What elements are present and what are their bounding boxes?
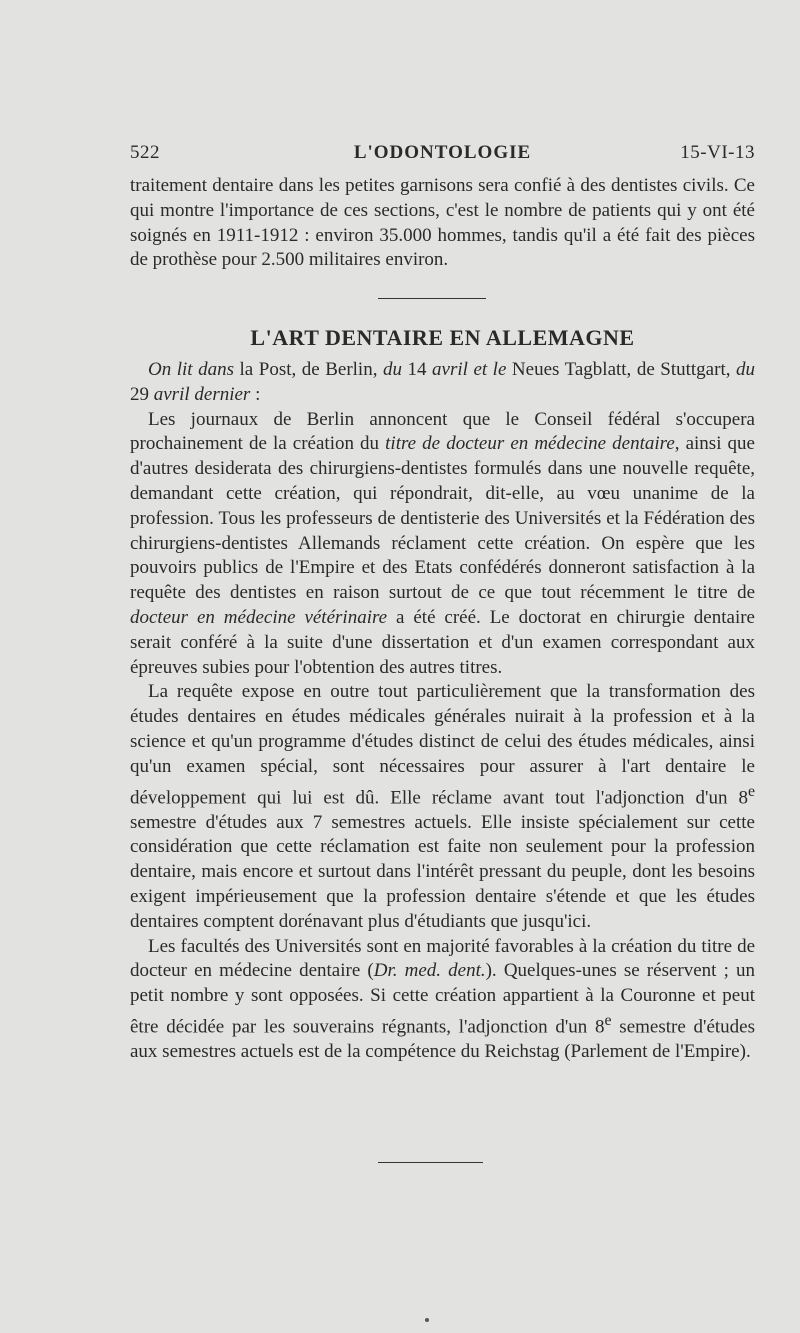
page-number: 522 — [130, 142, 160, 163]
paragraph-1: Les journaux de Berlin annoncent que le Conseil fédéral s'occupera prochainement de la création du titre de docteur en médecine dentaire, ainsi que d'autres desiderata des chirurgiens-dentistes formulés dans une nouvelle requête, demandant cette création, qui répondrait, dit-elle, au vœu unanime de la profession. Tous les professeurs de dentisterie des Universités et la Fédération des chirurgiens-dentistes Allemands réclament cette création. On espère que les pouvoirs publics de l'Empire et des Etats confédérés donneront satisfaction à la requête des dentistes en raison surtout de ce que tout récemment le titre de docteur en médecine vétérinaire a été créé. Le doctorat en chirurgie dentaire serait conféré à la suite d'une dissertation et d'un examen correspondant aux épreuves subies pour l'obtention des autres titres. — [130, 408, 755, 678]
article-body — [130, 174, 755, 1065]
paragraph-2: La requête expose en outre tout particulièrement que la transformation des études dentaires en études médicales générales nuirait à la profession et à la science et qu'un programme d'études distinct de celui des études médicales, ainsi qu'un examen spécial, sont nécessaires pour assurer à l'art dentaire le développement qui lui est dû. Elle réclame avant tout l'adjonction d'un 8e semestre d'études aux 7 semestres actuels. Elle insiste spécialement sur cette considération que cette réclamation est faite non seulement pour la profession dentaire, mais encore et surtout dans l'intérêt pressant du peuple, dont les besoins exigent impérieusement que la profession dentaire s'étende et que les études dentaires comptent dorénavant plus d'étudiants que jusqu'ici. — [130, 681, 755, 932]
article-title: L'ART DENTAIRE EN ALLEMAGNE — [250, 325, 635, 351]
running-header — [130, 142, 755, 168]
ink-speck — [425, 1318, 429, 1322]
journal-title: L'ODONTOLOGIE — [353, 142, 532, 163]
end-rule — [378, 1162, 483, 1163]
paragraph-3: Les facultés des Universités sont en majorité favorables à la création du titre de docteur en médecine dentaire (Dr. med. dent.). Quelques-unes se réservent ; un petit nombre y sont opposées. Si cette création appartient à la Couronne et peut être décidée par les souverains régnants, l'adjonction d'un 8e semestre d'études aux semestres actuels est de la compétence du Reichstag (Parlement de l'Empire). — [130, 935, 755, 1063]
continuation-paragraph: traitement dentaire dans les petites garnisons sera confié à des dentistes civils. Ce qui montre l'importance de ces sections, c'est le nombre de patients qui y ont été soignés en 1911-1912 : environ 35.000 hommes, tandis qu'il a été fait des pièces de prothèse pour 2.500 militaires environ. — [130, 175, 755, 271]
intro-paragraph: On lit dans la Post, de Berlin, du 14 avril et le Neues Tagblatt, de Stuttgart, du 29 avril dernier : — [130, 358, 755, 405]
issue-date: 15-VI-13 — [680, 142, 755, 163]
separator-rule — [378, 298, 486, 299]
